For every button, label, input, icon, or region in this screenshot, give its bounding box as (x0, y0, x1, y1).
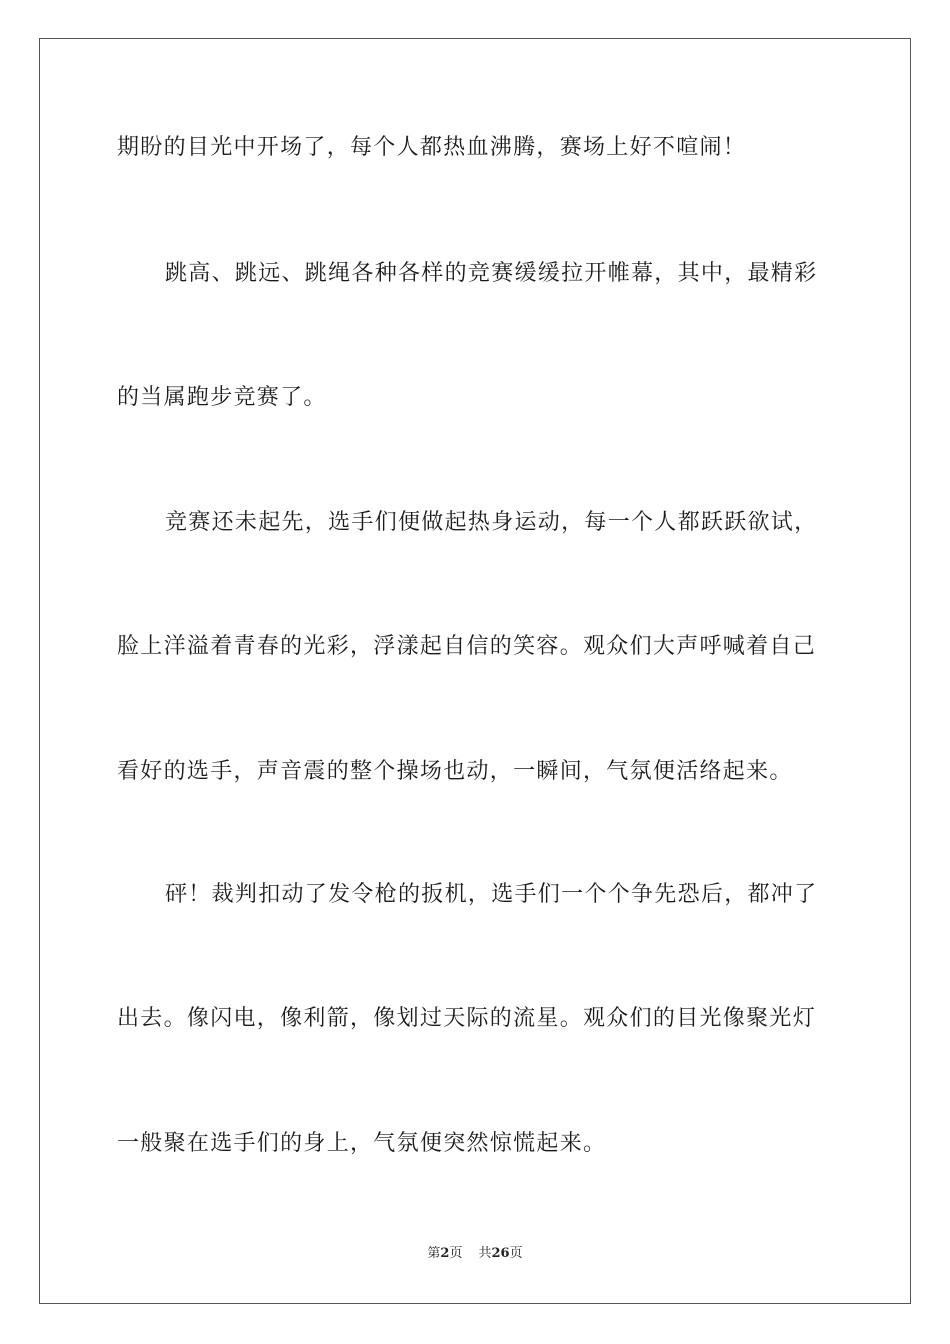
current-page-number: 2 (440, 1246, 450, 1261)
text-line-4: 竞赛还未起先，选手们便做起热身运动，每一个人都跃跃欲试， (165, 510, 818, 535)
text-line-1: 期盼的目光中开场了，每个人都热血沸腾，赛场上好不喧闹！ (117, 135, 747, 160)
total-prefix: 共 (478, 1246, 492, 1261)
page-footer (0, 1245, 950, 1263)
text-line-9: 一般聚在选手们的身上，气氛便突然惊慌起来。 (117, 1131, 607, 1156)
page-prefix: 第 (427, 1246, 441, 1261)
text-line-5: 脸上洋溢着青春的光彩，浮漾起自信的笑容。观众们大声呼喊着自己 (117, 634, 817, 659)
total-suffix: 页 (509, 1246, 523, 1261)
text-line-3: 的当属跑步竞赛了。 (117, 385, 327, 410)
text-line-6: 看好的选手，声音震的整个操场也动，一瞬间，气氛便活络起来。 (117, 759, 793, 784)
page-border (39, 38, 911, 1304)
text-line-8: 出去。像闪电，像利箭，像划过天际的流星。观众们的目光像聚光灯 (117, 1006, 817, 1031)
text-line-7: 砰！裁判扣动了发令枪的扳机，选手们一个个争先恐后，都冲了 (165, 882, 818, 907)
total-page-count: 26 (491, 1246, 510, 1261)
page-suffix: 页 (449, 1246, 463, 1261)
text-line-2: 跳高、跳远、跳绳各种各样的竞赛缓缓拉开帷幕，其中，最精彩 (165, 261, 818, 286)
